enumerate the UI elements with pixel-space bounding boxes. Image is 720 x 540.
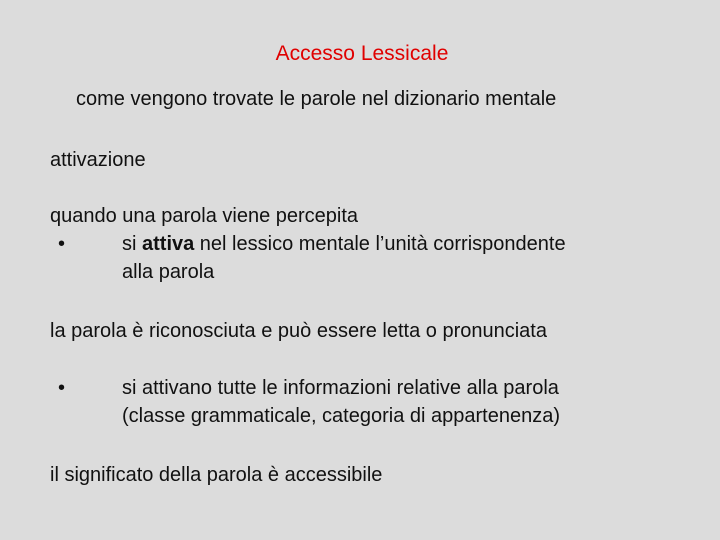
paragraph-recognition: la parola è riconosciuta e può essere letta o pronunciata (50, 320, 547, 342)
slide-subtitle: come vengono trovate le parole nel dizionario mentale (76, 88, 557, 110)
bullet-marker: • (58, 233, 66, 255)
bullet-text (122, 374, 692, 430)
bullet-text (122, 230, 692, 286)
emphasized-word: attiva (142, 233, 195, 255)
paragraph-perception: quando una parola viene percepita (50, 205, 359, 227)
bullet-text-after: nel lessico mentale l’unità corrispondente (194, 233, 566, 255)
slide-title: Accesso Lessicale (275, 42, 449, 65)
bullet-marker: • (58, 377, 66, 399)
bullet-line-2: alla parola (122, 261, 215, 283)
bullet-line (122, 230, 692, 258)
section-heading: attivazione (50, 149, 146, 171)
bullet-line: si attivano tutte le informazioni relative alla parola (122, 377, 559, 399)
paragraph-meaning: il significato della parola è accessibile (50, 464, 383, 486)
bullet-line-2: (classe grammaticale, categoria di appartenenza) (122, 405, 560, 427)
bullet-text-before: si (122, 233, 142, 255)
